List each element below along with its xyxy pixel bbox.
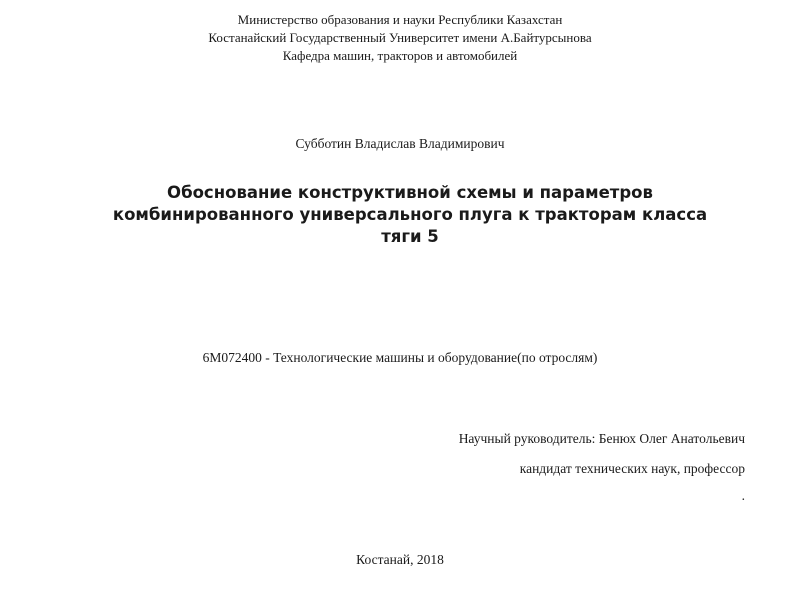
institution-header [0,11,800,65]
thesis-title [100,182,720,248]
specialty-code: 6М072400 - Технологические машины и оборудование(по отрослям) [202,350,598,365]
supervisor-dot: . [741,488,745,503]
author-name: Субботин Владислав Владимирович [295,136,505,151]
city-year: Костанай, 2018 [356,552,444,567]
ministry-name: Министерство образования и науки Республики Казахстан [237,12,563,27]
department-name: Кафедра машин, тракторов и автомобилей [282,48,518,63]
thesis-title-line-2: комбинированного универсального плуга к тракторам класса [112,205,708,224]
supervisor-degree: кандидат технических наук, профессор [519,461,745,476]
university-name: Костанайский Государственный Университет имени А.Байтурсынова [208,30,592,45]
thesis-title-line-3: тяги 5 [381,227,439,246]
supervisor-name: Научный руководитель: Бенюх Олег Анатольевич [458,431,745,446]
thesis-title-line-1: Обоснование конструктивной схемы и параметров [167,183,653,202]
